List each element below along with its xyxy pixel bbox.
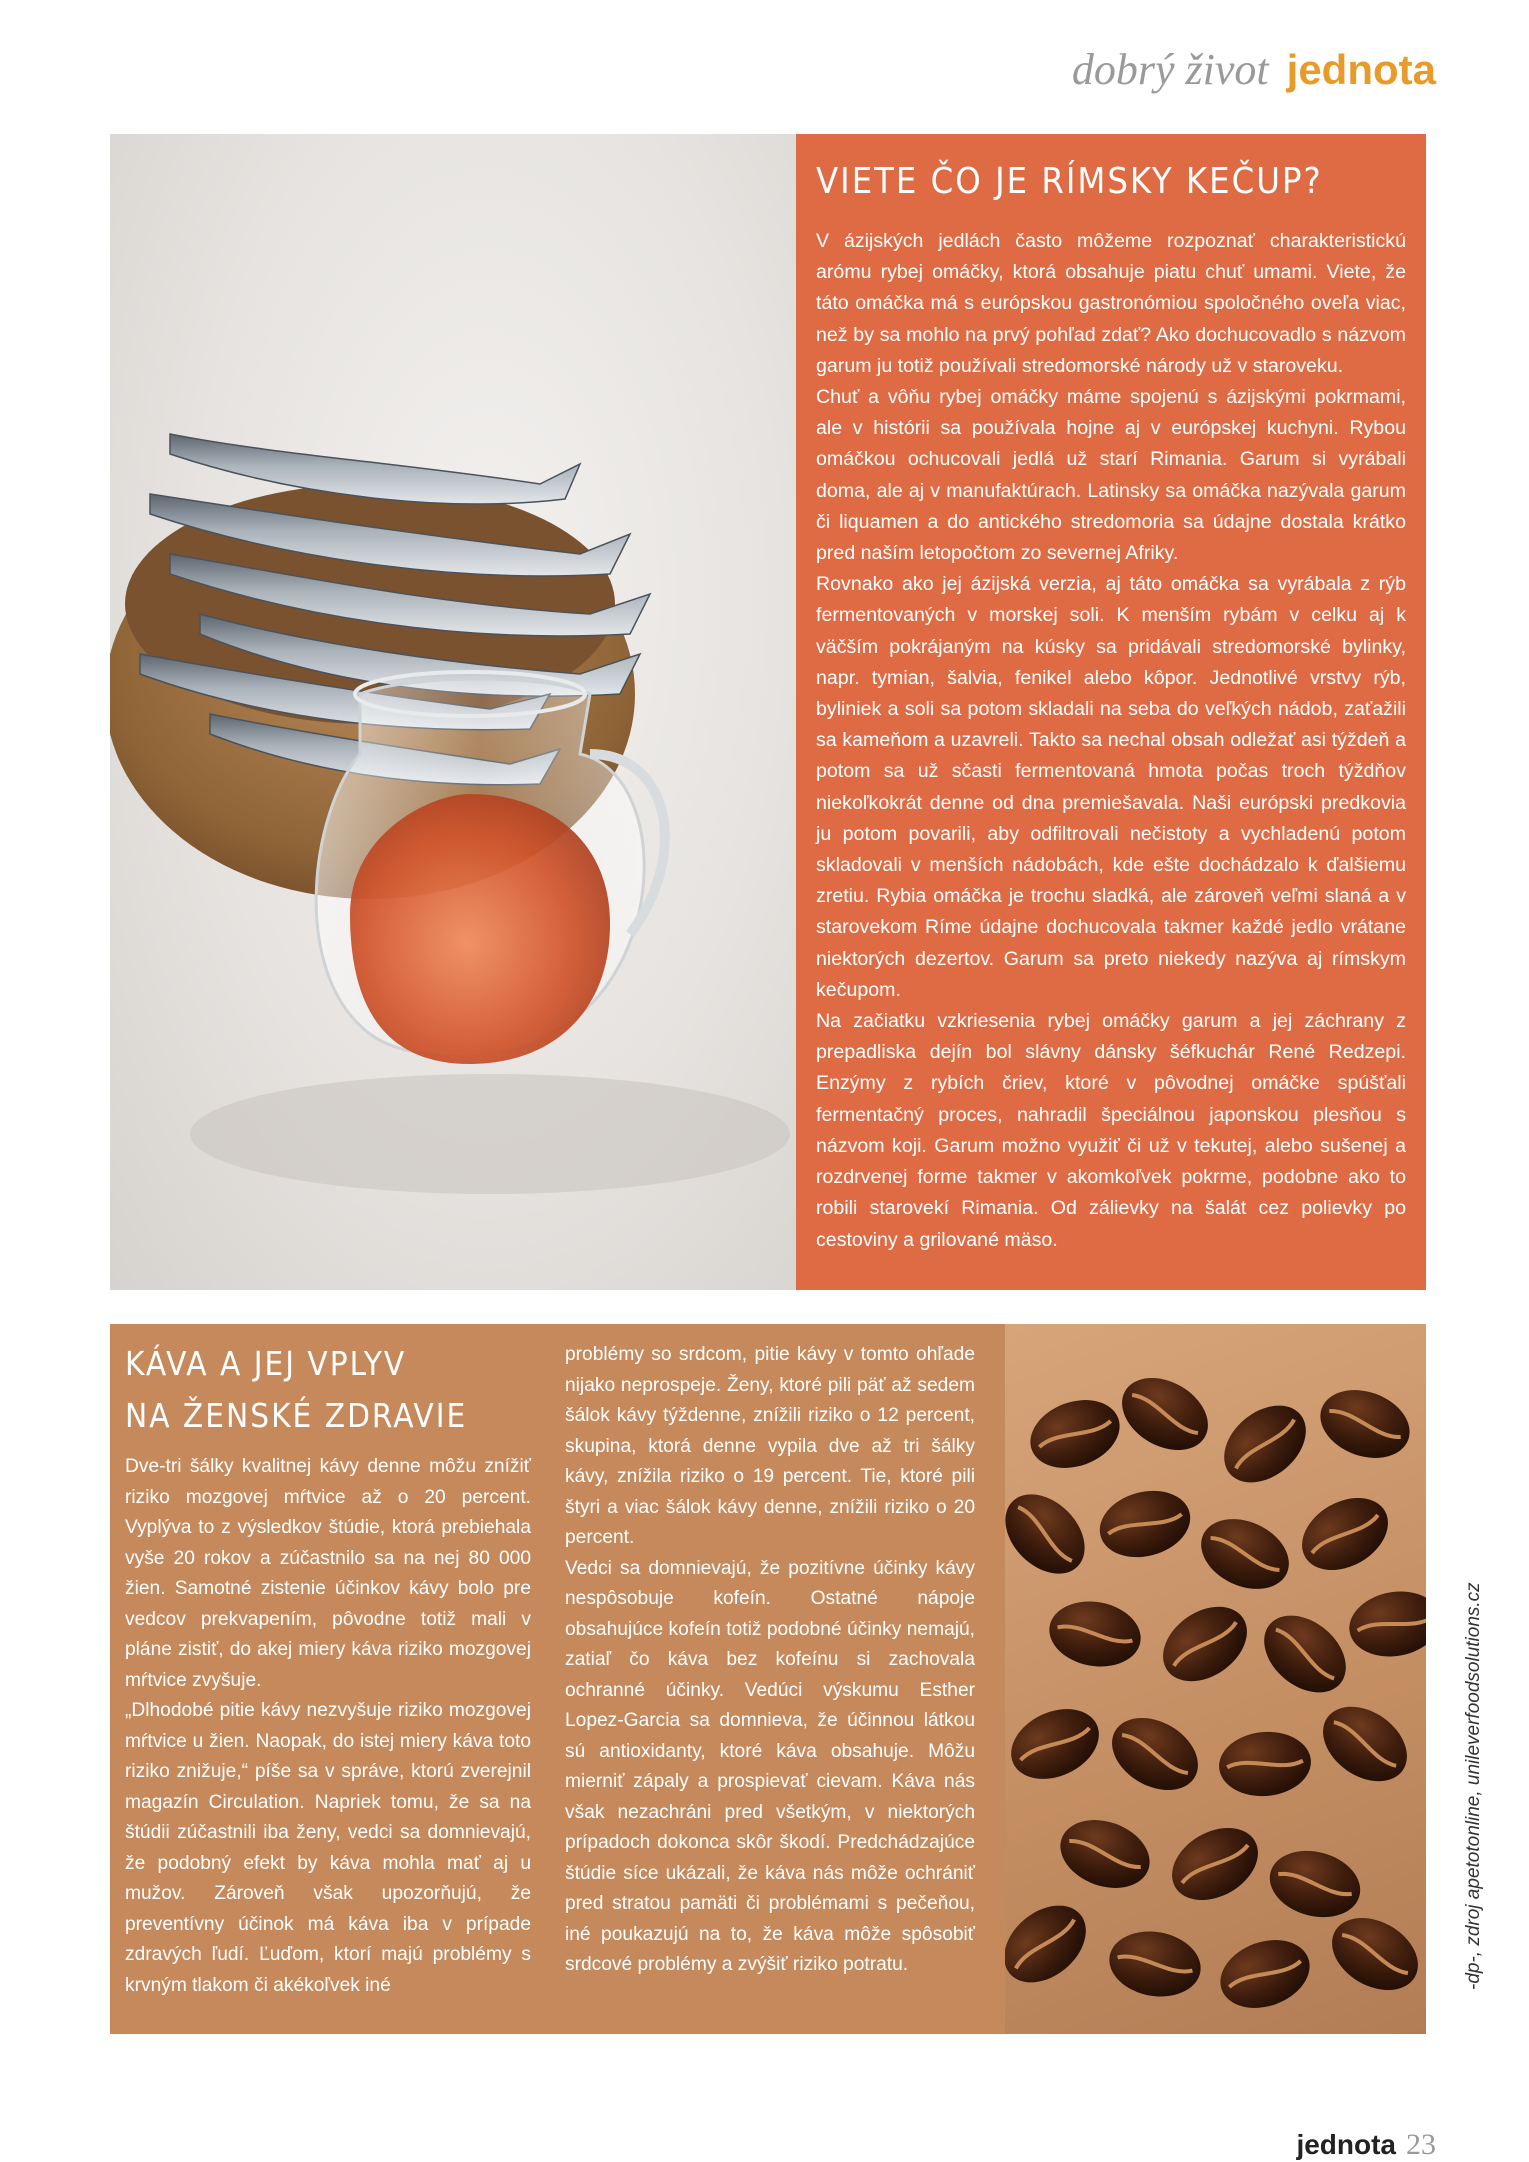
coffee-article-column-2: [565, 1340, 975, 1981]
coffee-title-line-1: KÁVA A JEJ VPLYV: [125, 1344, 407, 1383]
garum-article-panel: [796, 134, 1426, 1290]
coffee-bean: [1249, 1600, 1361, 1708]
coffee-beans-illustration: [1005, 1324, 1426, 2034]
garum-paragraph: Na začiatku vzkriesenia rybej omáčky garum a jej záchrany z prepadliska dejín bol slávny dánsky šéfkuchár René Redzepi. Enzýmy z rybích čriev, ktoré v pôvodnej omáčke spúšťali fermentačný proces, nahradil špeciálnou japonskou plesňou s názvom koji. Garum možno využiť či už v tekutej, alebo sušenej a rozdrvenej forme takmer v akomkoľvek pokrme, podobne ako to robili starovekí Rimania. Od zálievky na šalát cez polievky po cestoviny a grilované mäso.: [816, 1010, 1406, 1251]
coffee-bean: [1109, 1363, 1221, 1464]
coffee-article-column-1: [125, 1338, 531, 2001]
garum-paragraph: V ázijských jedlách často môžeme rozpoznať charakteristickú arómu rybej omáčky, ktorá obsahuje piatu chuť umami. Viete, že táto omáčka má s európskou gastronómiou spoločného oveľa viac, než by sa mohlo na prvý pohľad zdať? Ako dochucovadlo s názvom garum ju totiž používali stredomorské národy už v staroveku.: [816, 230, 1406, 377]
coffee-title-line-2: NA ŽENSKÉ ZDRAVIE: [125, 1396, 468, 1435]
coffee-bean: [1319, 1903, 1426, 2004]
coffee-bean: [1159, 1813, 1271, 1914]
coffee-bean: [1216, 1728, 1313, 1800]
footer-brand-logo: jednota: [1296, 2129, 1396, 2160]
coffee-bean: [1309, 1691, 1421, 1796]
page-header: [1072, 44, 1436, 95]
page-footer: [1296, 2128, 1436, 2162]
fish-sauce-photo: [110, 134, 796, 1290]
coffee-article-panel: [110, 1324, 1426, 2034]
coffee-bean: [1209, 1390, 1321, 1498]
coffee-bean: [1190, 1506, 1300, 1603]
coffee-article-title: [125, 1338, 531, 1442]
coffee-paragraph: Dve-tri šálky kvalitnej kávy denne môžu znížiť riziko mozgovej mŕtvice až o 20 percent. Vyplýva to z výsledkov štúdie, ktorá prebiehala vyše 20 rokov a zúčastnilo sa na nej 80 000 žien. Samotné zistenie účinkov kávy bolo pre vedcov prekvapením, pôvodne totiž mali v pláne zistiť, do akej miery káva riziko mozgovej mŕtvice zvyšuje.: [125, 1456, 531, 1691]
source-credit: -dp-, zdroj apetotonline, unileverfoodsolutions.cz: [1463, 1582, 1484, 1990]
coffee-bean: [1092, 1481, 1197, 1567]
garum-paragraph: Rovnako ako jej ázijská verzia, aj táto omáčka sa vyrábala z rýb fermentovaných v morskej soli. K menším rybám v celku aj k väčším pokrájaným na kúsky sa pridávali stredomorské bylinky, napr. tymian, šalvia, fenikel alebo kôpor. Jednotlivé vrstvy rýb, byliniek a soli sa potom skladali na seba do veľkých nádob, zaťažili sa kameňom a uzavreli. Takto sa nechal obsah odležať asi týždeň a potom sa už sčasti fermentovaná hmota počas troch týždňov niekoľkokrát denne od dna premiešavala. Naši európski predkovia ju potom povarili, aby odfiltrovali nečistoty a vychladenú potom skladovali v menších nádobách, kde ešte dochádzalo k ďalšiemu zretiu. Rybia omáčka je trochu sladká, ale zároveň veľmi slaná a v starovekom Ríme údajne dochucovala takmer každé jedlo vrátane niektorých dezertov. Garum sa preto niekedy nazýva aj rímskym kečupom.: [816, 573, 1406, 1001]
coffee-paragraph: „Dlhodobé pitie kávy nezvyšuje riziko mozgovej mŕtvice u žien. Naopak, do istej miery káva toto riziko znižuje,“ píše sa v správe, ktorú zverejnil magazín Circulation. Napriek tomu, že sa na štúdii zúčastnili iba ženy, vedci sa domnievajú, že podobný efekt by káva mohla mať aj u mužov. Zároveň však upozorňujú, že preventívny účinok má káva iba v prípade zdravých ľudí. Ľuďom, ktorí majú problémy s krvným tlakom či akékoľvek iné: [125, 1700, 531, 1996]
header-brand-logo: jednota: [1286, 46, 1436, 93]
coffee-beans-photo: [1005, 1324, 1426, 2034]
coffee-bean: [1289, 1483, 1401, 1584]
coffee-bean: [1099, 1703, 1211, 1804]
coffee-bean: [1021, 1388, 1129, 1480]
coffee-bean: [1005, 1696, 1110, 1793]
coffee-bean: [1211, 1928, 1319, 2020]
coffee-bean: [1262, 1841, 1367, 1927]
garum-paragraph: Chuť a vôňu rybej omáčky máme spojenú s ázijskými pokrmami, ale v histórii sa používala hojne aj v európskej kuchyni. Rybou omáčkou ochucovali jedlá už starí Rimania. Garum si vyrábali doma, ale aj v manufaktúrach. Latinsky sa omáčka nazývala garum či liquamen a do antického stredomoria sa údajne dostala krátko pred naším letopočtom zo severnej Afriky.: [816, 386, 1406, 565]
coffee-paragraph: Vedci sa domnievajú, že pozitívne účinky kávy nespôsobuje kofeín. Ostatné nápoje obsahujúce kofeín totiž podobné účinky nemajú, zatiaľ čo káva bez kofeínu si zachovala ochranné účinky. Vedúci výskumu Esther Lopez-Garcia sa domnieva, že účinnou látkou sú antioxidanty, ktoré káva obsahuje. Môžu mierniť zápaly a prospievať cievam. Káva nás však nezachráni pred všetkým, v niektorých prípadoch dokonca skôr škodí. Predchádzajúce štúdie síce ukázali, že káva nás môže ochrániť pred stratou pamäti či problémami s pečeňou, iné poukazujú na to, že káva môže spôsobiť srdcové problémy a zvýšiť riziko potratu.: [565, 1557, 975, 1975]
garum-article-title: VIETE ČO JE RÍMSKY KEČUP?: [816, 161, 1323, 202]
header-tagline: dobrý život: [1071, 45, 1269, 94]
coffee-bean: [1005, 1479, 1100, 1589]
coffee-bean: [1044, 1594, 1146, 1673]
coffee-bean: [1311, 1378, 1419, 1470]
coffee-bean: [1149, 1591, 1261, 1696]
coffee-bean: [1344, 1584, 1426, 1663]
garum-article-body: [816, 226, 1406, 1256]
coffee-bean: [1005, 1890, 1101, 1998]
fish-sauce-illustration: [110, 134, 796, 1290]
coffee-bean: [1104, 1924, 1206, 2003]
coffee-paragraph: problémy so srdcom, pitie kávy v tomto ohľade nijako neprospeje. Ženy, ktoré pili päť až sedem šálok kávy týždenne, znížili riziko o 12 percent, skupina, ktorá denne vypila dve až tri šálky kávy, znížila riziko o 19 percent. Tie, ktoré pili štyri a viac šálok kávy denne, znížili riziko o 20 percent.: [565, 1344, 975, 1548]
coffee-bean: [1051, 1808, 1159, 1900]
page-number: 23: [1406, 2128, 1436, 2161]
